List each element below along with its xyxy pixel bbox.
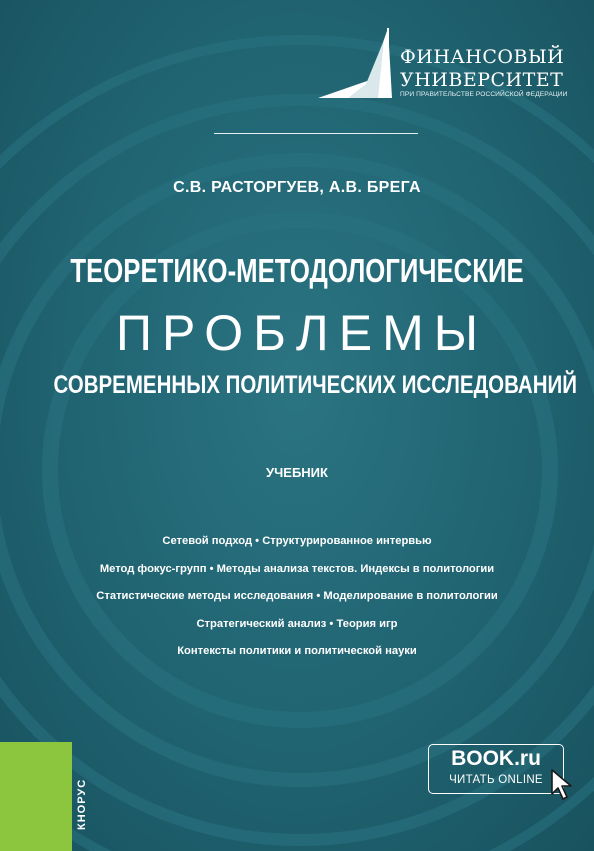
publisher-color-band [0,742,72,851]
bookru-action: ЧИТАТЬ ONLINE [449,774,543,786]
topics-list [0,535,594,673]
topic-item: Метод фокус-групп • Методы анализа текстов. Индексы в политологии [99,562,495,575]
bookru-badge[interactable] [428,744,564,794]
topic-item: Контексты политики и политической науки [177,645,417,657]
authors: С.В. РАСТОРГУЕВ, А.В. БРЕГА [173,179,421,196]
university-logo [318,28,570,102]
logo-name-line1: ФИНАНСОВЫЙ [400,46,565,68]
university-logo-icon [318,28,398,102]
topic-item: Стратегический анализ • Теория игр [196,617,398,630]
cursor-arrow-icon [550,768,576,802]
title-line-3: СОВРЕМЕННЫХ ПОЛИТИЧЕСКИХ ИССЛЕДОВАНИЙ [53,371,577,399]
title-line-1: ТЕОРЕТИКО-МЕТОДОЛОГИЧЕСКИЕ [70,252,524,289]
topic-item: Сетевой подход • Структурированное интервью [162,535,432,547]
logo-name-line2: УНИВЕРСИТЕТ [400,69,564,91]
bookru-name: BOOK.ru [451,747,541,770]
title-line-2: ПРОБЛЕМЫ [116,305,488,361]
book-type: УЧЕБНИК [266,465,328,480]
publisher-name: КНОРУС [76,778,88,830]
topic-item: Статистические методы исследования • Моделирование в политологии [96,590,498,602]
logo-year: 1919 [340,94,351,99]
logo-subtitle: ПРИ ПРАВИТЕЛЬСТВЕ РОССИЙСКОЙ ФЕДЕРАЦИИ [400,91,568,98]
divider-line [214,133,418,134]
